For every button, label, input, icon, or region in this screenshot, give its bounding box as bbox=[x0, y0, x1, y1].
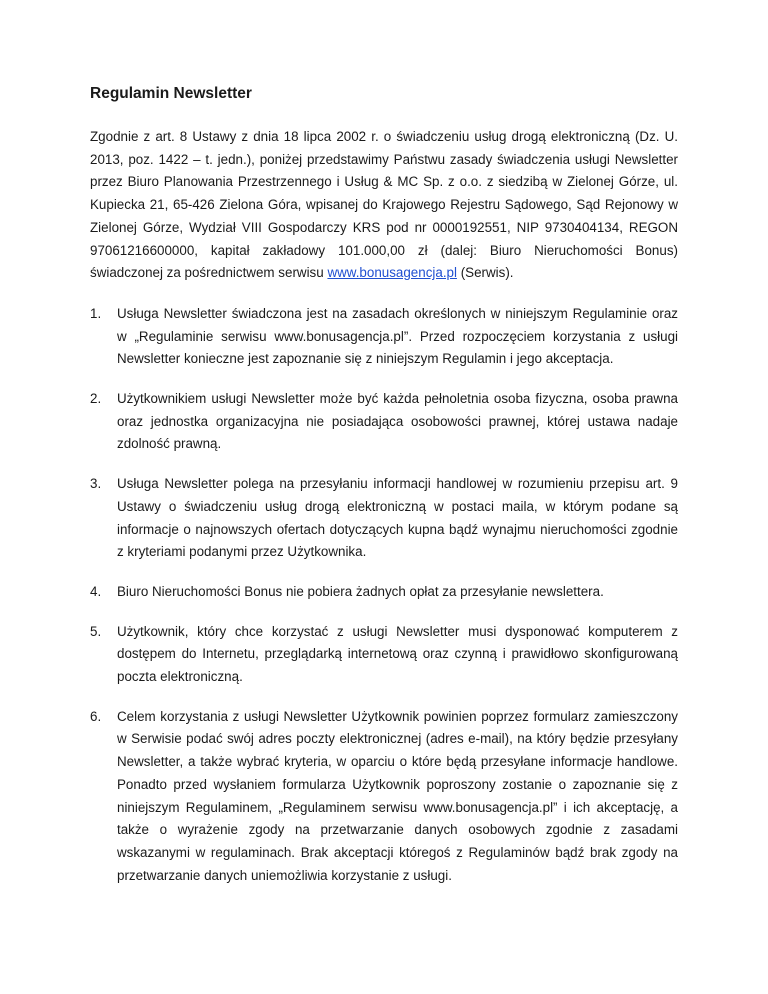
item-text: Celem korzystania z usługi Newsletter Użytkownik powinien poprzez formularz zamieszczony w Serwisie podać swój adres poczty elektronicznej (adres e-mail), na który będzie przesyłany Newsletter, a także wybrać kryteria, w oparciu o które będą przesyłane informacje handlowe. Ponadto przed wysłaniem formularza Użytkownik poproszony zostanie o zapoznanie się z niniejszym Regulaminem, „Regulaminem serwisu www.bonusagencja.pl” i ich akceptację, a także o wyrażenie zgody na przetwarzanie danych osobowych zgodnie z zasadami wskazanymi w regulaminach. Brak akceptacji któregoś z Regulaminów bądź brak zgody na przetwarzanie danych uniemożliwia korzystanie z usługi. bbox=[117, 708, 678, 883]
item-number: 1. bbox=[90, 305, 102, 321]
serwis-link[interactable]: www.bonusagencja.pl bbox=[327, 265, 457, 281]
list-item bbox=[90, 473, 678, 564]
list-item bbox=[90, 621, 678, 689]
item-number: 3. bbox=[90, 476, 102, 492]
document-title: Regulamin Newsletter bbox=[90, 85, 252, 102]
intro-suffix: (Serwis). bbox=[456, 265, 514, 281]
intro-paragraph bbox=[90, 126, 678, 285]
item-text: Usługa Newsletter polega na przesyłaniu informacji handlowej w rozumieniu przepisu art. 9 Ustawy o świadczeniu usług drogą elektroniczną w postaci maila, w którym podane są informacje o najnowszych ofertach dotyczących kupna bądź wynajmu nieruchomości zgodnie z kryteriami podanymi przez Użytkownika. bbox=[117, 476, 678, 560]
item-text: Biuro Nieruchomości Bonus nie pobiera żadnych opłat za przesyłanie newslettera. bbox=[117, 583, 604, 599]
list-item bbox=[90, 388, 678, 456]
item-number: 6. bbox=[90, 708, 102, 724]
item-text: Użytkownik, który chce korzystać z usługi Newsletter musi dysponować komputerem z dostępem do Internetu, przeglądarką internetową oraz czynną i prawidłowo skonfigurowaną poczta elektroniczną. bbox=[117, 623, 678, 685]
item-number: 5. bbox=[90, 623, 102, 639]
item-number: 2. bbox=[90, 391, 102, 407]
document-page bbox=[90, 84, 678, 904]
intro-text: Zgodnie z art. 8 Ustawy z dnia 18 lipca 2002 r. o świadczeniu usług drogą elektroniczną (Dz. U. 2013, poz. 1422 – t. jedn.), poniżej przedstawimy Państwu zasady świadczenia usługi Newsletter przez Biuro Planowania Przestrzennego i Usług & MC Sp. z o.o. z siedzibą w Zielonej Górze, ul. Kupiecka 21, 65-426 Zielona Góra, wpisanej do Krajowego Rejestru Sądowego, Sąd Rejonowy w Zielonej Górze, Wydział VIII Gospodarczy KRS pod nr 0000192551, NIP 9730404134, REGON 97061216600000, kapitał zakładowy 101.000,00 zł (dalej: Biuro Nieruchomości Bonus) świadczonej za pośrednictwem serwisu bbox=[90, 129, 678, 281]
item-number: 4. bbox=[90, 583, 102, 599]
item-text: Usługa Newsletter świadczona jest na zasadach określonych w niniejszym Regulaminie oraz w „Regulaminie serwisu www.bonusagencja.pl”. Przed rozpoczęciem korzystania z usługi Newsletter konieczne jest zapoznanie się z niniejszym Regulamin i jego akceptacja. bbox=[117, 305, 678, 367]
list-item bbox=[90, 581, 678, 604]
list-item bbox=[90, 706, 678, 888]
list-item bbox=[90, 303, 678, 371]
item-text: Użytkownikiem usługi Newsletter może być każda pełnoletnia osoba fizyczna, osoba prawna oraz jednostka organizacyjna nie posiadająca osobowości prawnej, której ustawa nadaje zdolność prawną. bbox=[117, 391, 678, 452]
rules-list bbox=[90, 303, 678, 887]
